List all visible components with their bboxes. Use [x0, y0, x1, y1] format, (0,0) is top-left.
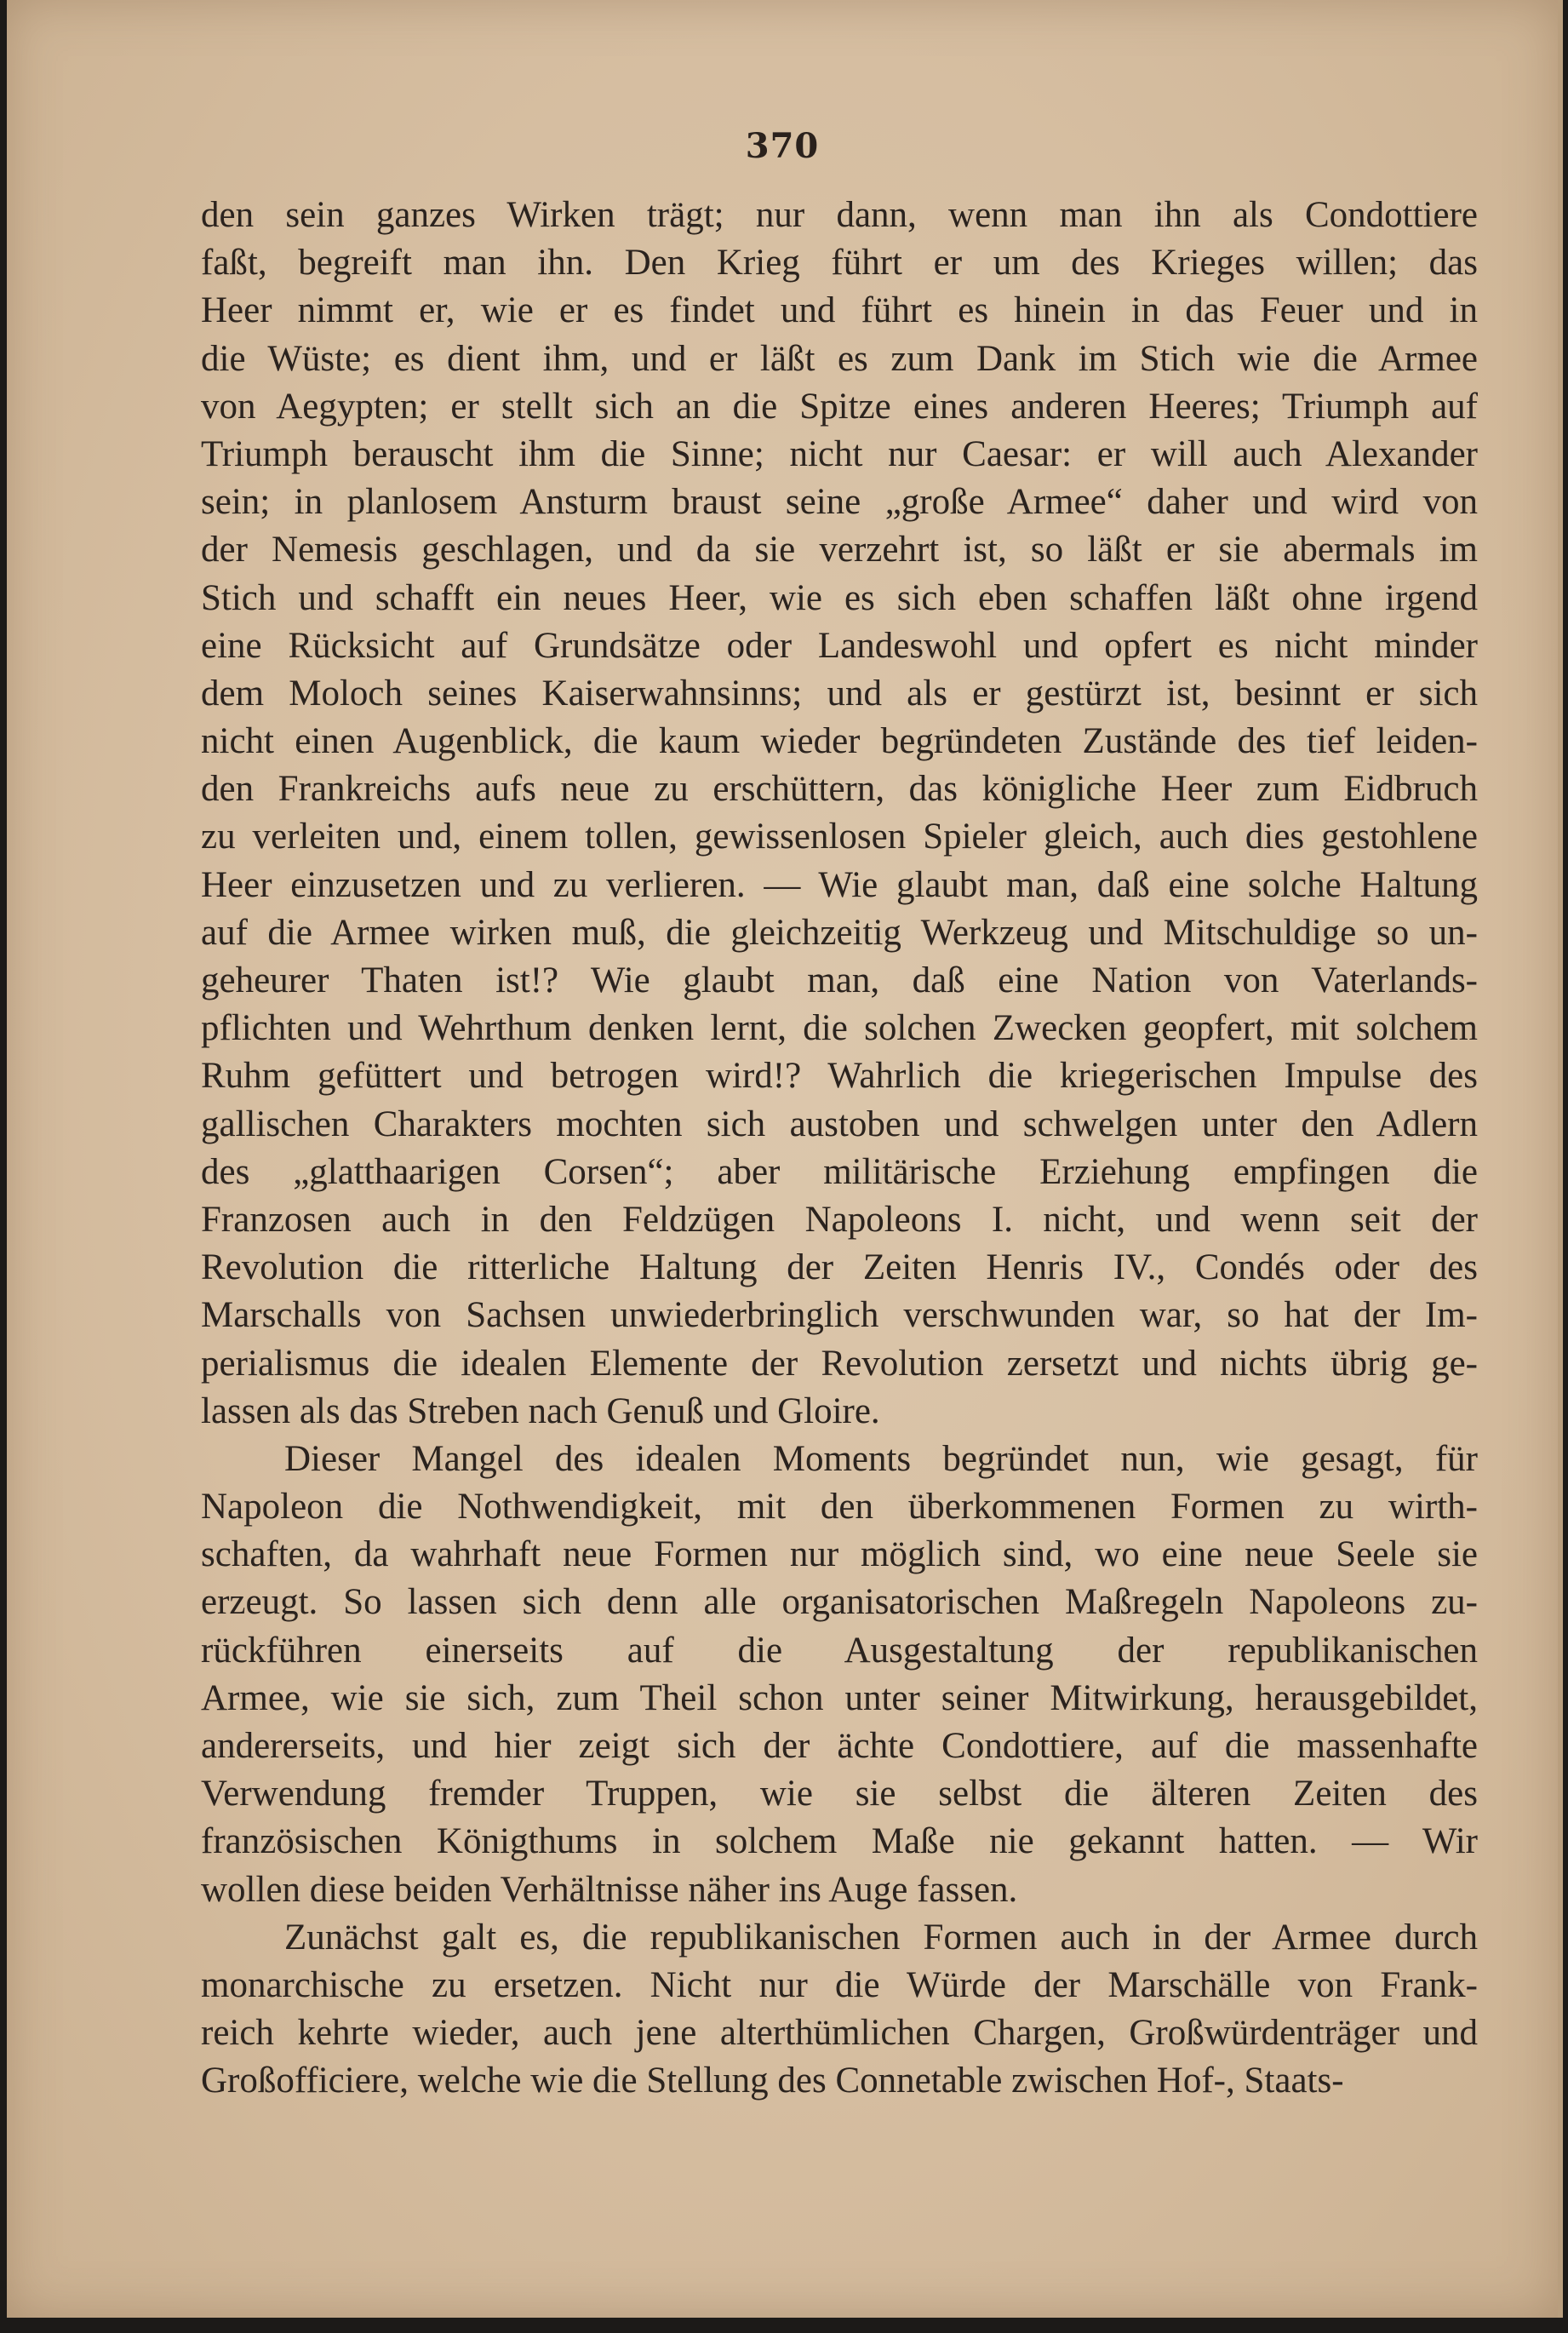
text-line: nicht einen Augenblick, die kaum wieder begründeten Zustände des tief leiden- [201, 721, 1478, 762]
text-line: Franzosen auch in den Feldzügen Napoleons I. nicht, und wenn seit der [201, 1199, 1478, 1240]
text-line: eine Rücksicht auf Grundsätze oder Landeswohl und opfert es nicht minder [201, 625, 1478, 666]
text-line: schaften, da wahrhaft neue Formen nur möglich sind, wo eine neue Seele sie [201, 1534, 1478, 1575]
text-line: französischen Königthums in solchem Maße nie gekannt hatten. — Wir [201, 1821, 1478, 1862]
text-line: zu verleiten und, einem tollen, gewissenlosen Spieler gleich, auch dies gestohlene [201, 817, 1478, 857]
text-line: monarchische zu ersetzen. Nicht nur die Würde der Marschälle von Frank- [201, 1964, 1478, 2005]
text-line: lassen als das Streben nach Genuß und Gloire. [201, 1390, 880, 1431]
text-line: Ruhm gefüttert und betrogen wird!? Wahrlich die kriegerischen Impulse des [201, 1056, 1478, 1097]
text-line: sein; in planlosem Ansturm braust seine „große Armee“ daher und wird von [201, 482, 1478, 523]
text-line: Stich und schafft ein neues Heer, wie es sich eben schaffen läßt ohne irgend [201, 577, 1478, 618]
text-line: Revolution die ritterliche Haltung der Zeiten Henris IV., Condés oder des [201, 1247, 1478, 1288]
text-line: des „glatthaarigen Corsen“; aber militärische Erziehung empfingen die [201, 1151, 1478, 1192]
text-line: Großofficiere, welche wie die Stellung des Connetable zwischen Hof-, Staats- [201, 2061, 1344, 2101]
text-line: auf die Armee wirken muß, die gleichzeitig Werkzeug und Mitschuldige so un- [201, 912, 1478, 953]
text-line: rückführen einerseits auf die Ausgestaltung der republikanischen [201, 1630, 1478, 1671]
text-line: die Wüste; es dient ihm, und er läßt es zum Dank im Stich wie die Armee [201, 338, 1478, 379]
paragraph [201, 1914, 1478, 2106]
text-line: Heer einzusetzen und zu verlieren. — Wie glaubt man, daß eine solche Haltung [201, 864, 1478, 905]
text-line: faßt, begreift man ihn. Den Krieg führt er um des Krieges willen; das [201, 243, 1478, 284]
text-line: dem Moloch seines Kaiserwahnsinns; und als er gestürzt ist, besinnt er sich [201, 673, 1478, 714]
text-line: den sein ganzes Wirken trägt; nur dann, wenn man ihn als Condottiere [201, 195, 1478, 235]
text-line: Triumph berauscht ihm die Sinne; nicht nur Caesar: er will auch Alexander [201, 433, 1478, 474]
text-line: reich kehrte wieder, auch jene alterthümlichen Chargen, Großwürdenträger und [201, 2013, 1478, 2054]
text-line: erzeugt. So lassen sich denn alle organisatorischen Maßregeln Napoleons zu- [201, 1582, 1478, 1623]
text-line: Dieser Mangel des idealen Moments begründet nun, wie gesagt, für [284, 1438, 1478, 1479]
text-line: pflichten und Wehrthum denken lernt, die solchen Zwecken geopfert, mit solchem [201, 1008, 1478, 1049]
text-line: andererseits, und hier zeigt sich der ächte Condottiere, auf die massenhafte [201, 1726, 1478, 1766]
text-line: perialismus die idealen Elemente der Revolution zersetzt und nichts übrig ge- [201, 1343, 1478, 1384]
text-line: den Frankreichs aufs neue zu erschüttern, das königliche Heer zum Eidbruch [201, 769, 1478, 810]
text-line: Armee, wie sie sich, zum Theil schon unter seiner Mitwirkung, herausgebildet, [201, 1677, 1478, 1718]
text-line: Napoleon die Nothwendigkeit, mit den überkommenen Formen zu wirth- [201, 1487, 1478, 1528]
text-line: Verwendung fremder Truppen, wie sie selbst die älteren Zeiten des [201, 1774, 1478, 1814]
text-line: geheurer Thaten ist!? Wie glaubt man, daß eine Nation von Vaterlands- [201, 960, 1478, 1000]
text-line: von Aegypten; er stellt sich an die Spitze eines anderen Heeres; Triumph auf [201, 386, 1478, 427]
text-line: der Nemesis geschlagen, und da sie verzehrt ist, so läßt er sie abermals im [201, 530, 1478, 570]
book-page [7, 0, 1563, 2318]
text-line: wollen diese beiden Verhältnisse näher ins Auge fassen. [201, 1869, 1018, 1910]
body-text [201, 192, 1478, 2106]
text-line: Heer nimmt er, wie er es findet und führt es hinein in das Feuer und in [201, 290, 1478, 331]
text-line: Zunächst galt es, die republikanischen Formen auch in der Armee durch [284, 1917, 1478, 1958]
text-line: Marschalls von Sachsen unwiederbringlich verschwunden war, so hat der Im- [201, 1295, 1478, 1336]
page-number: 370 [745, 126, 820, 166]
text-line: gallischen Charakters mochten sich austoben und schwelgen unter den Adlern [201, 1103, 1478, 1144]
paragraph [201, 192, 1478, 1436]
paragraph [201, 1436, 1478, 1914]
